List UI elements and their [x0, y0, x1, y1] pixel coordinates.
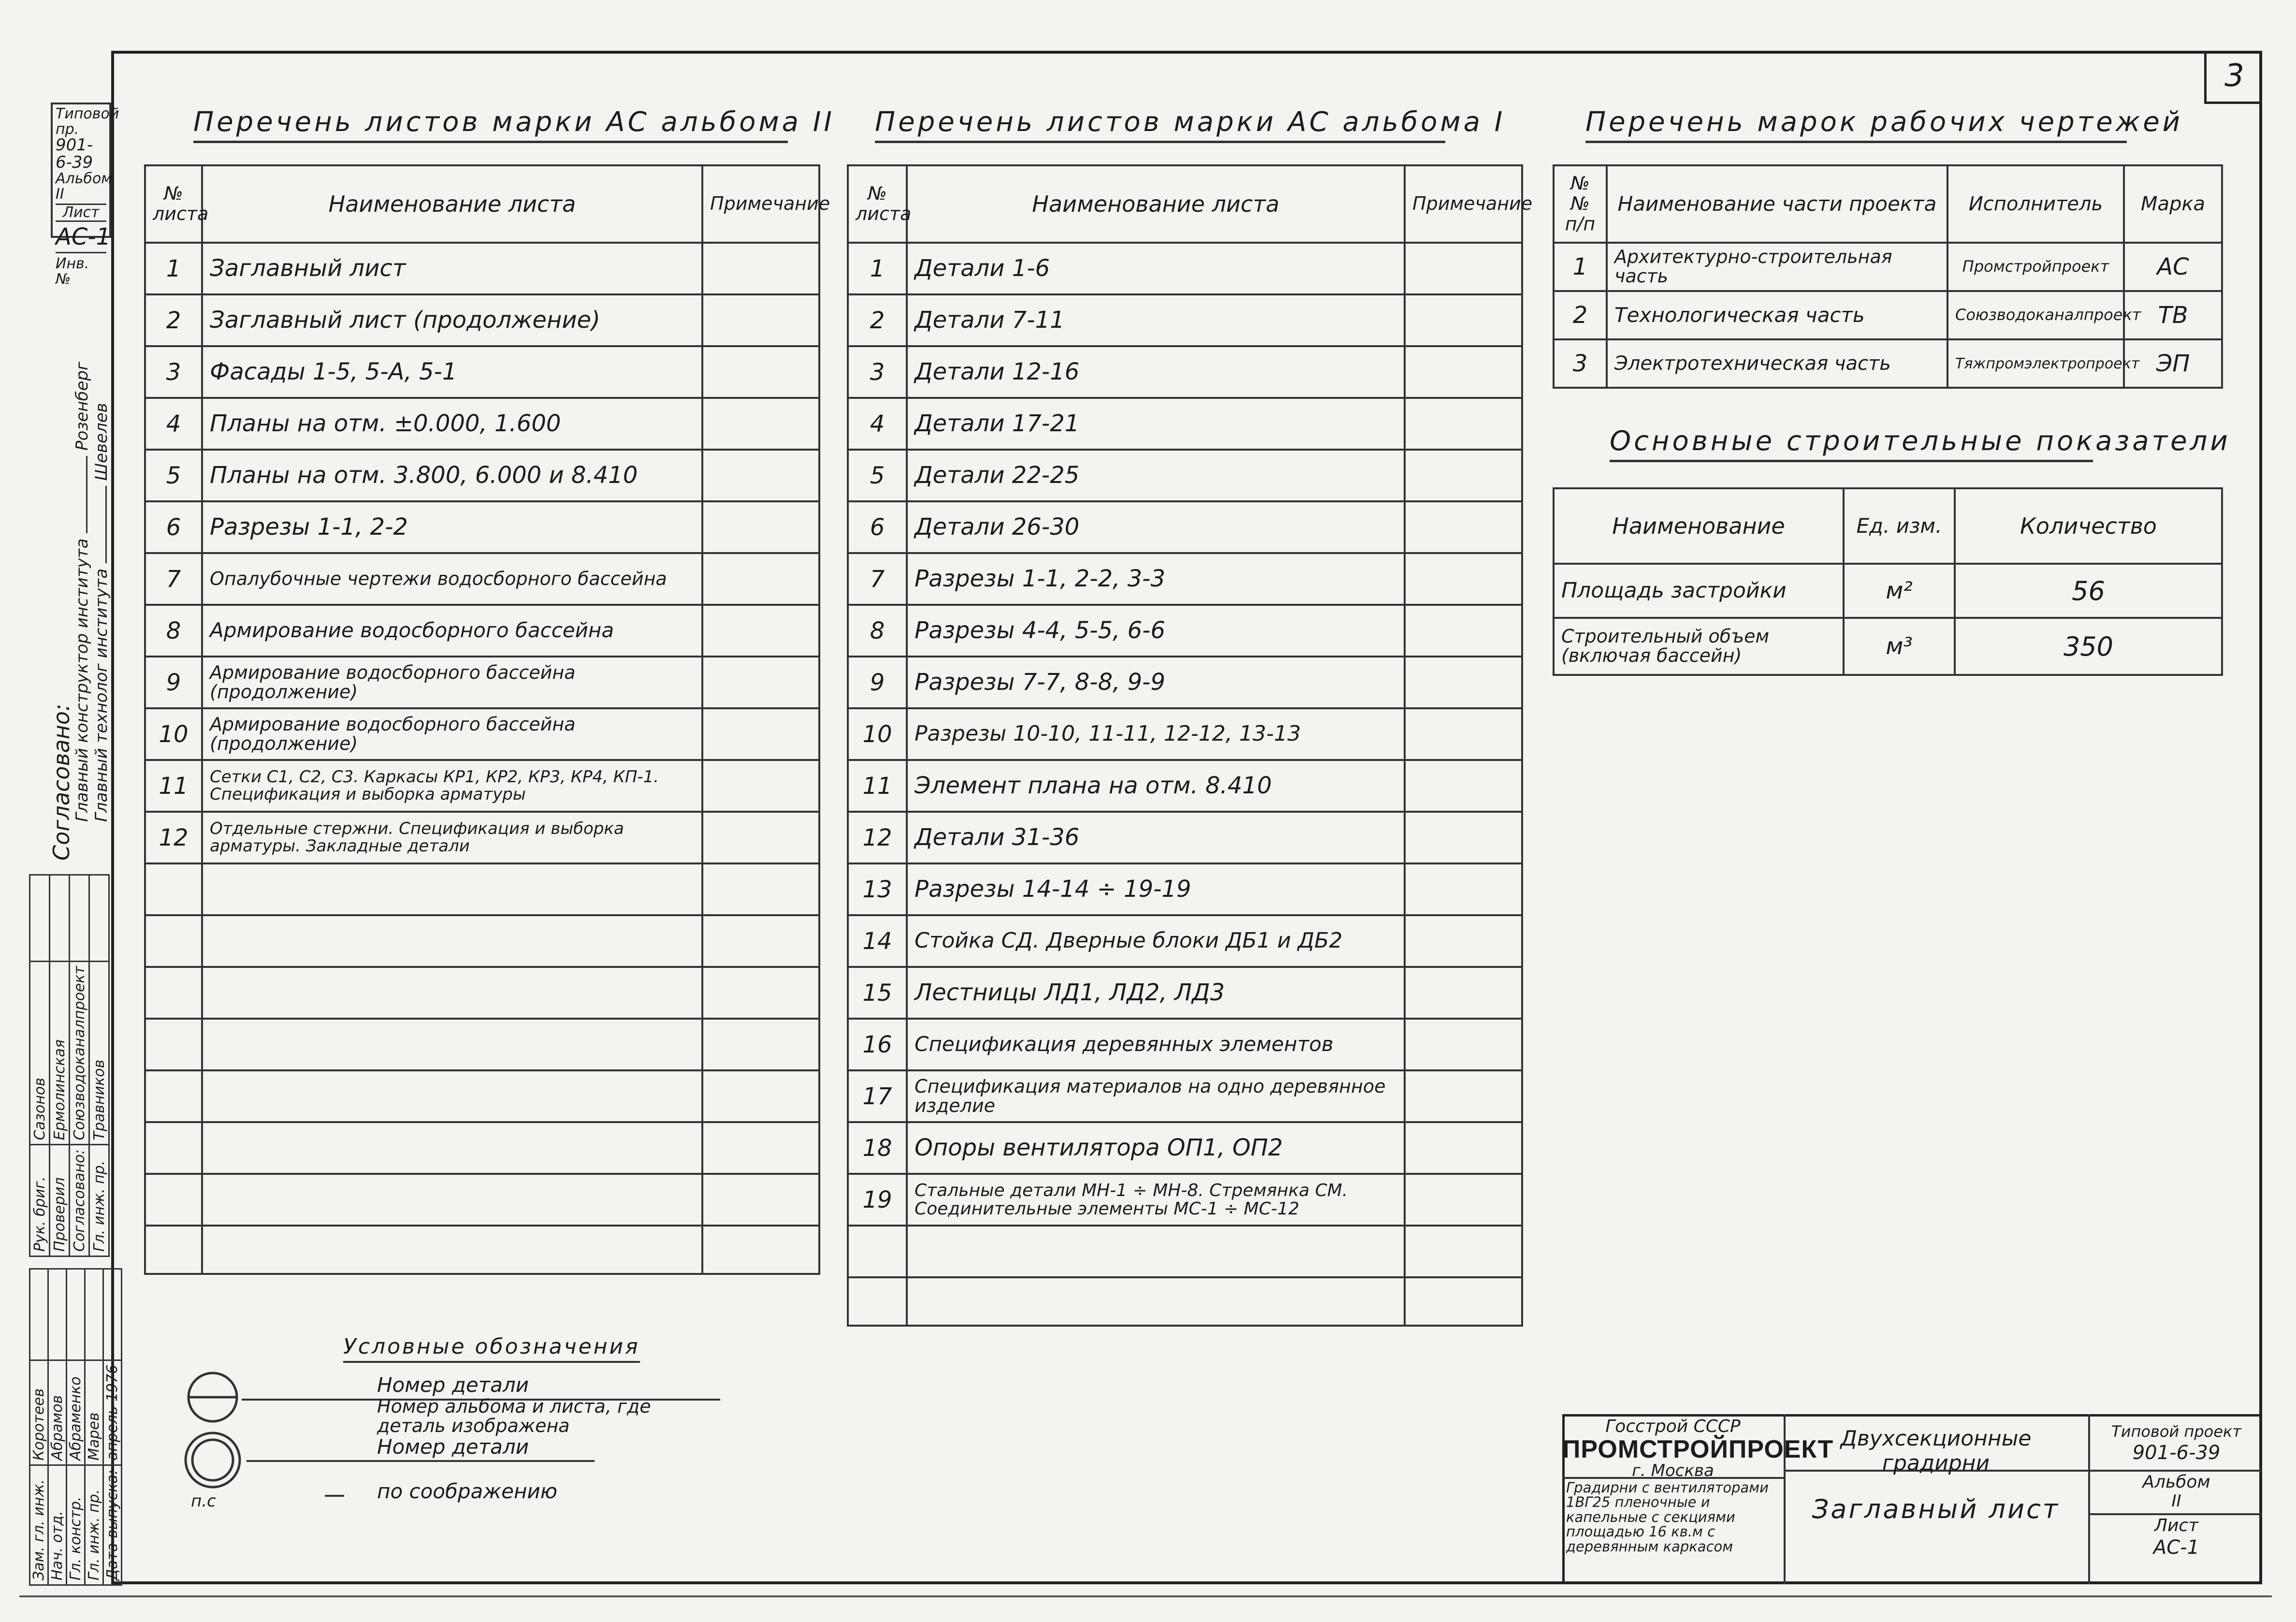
album1-row-name: Элемент плана на отм. 8.410	[907, 760, 1405, 812]
marks-row-mark: ЭП	[2124, 339, 2222, 388]
legend-dash	[325, 1495, 344, 1497]
album1-row-name: Опоры вентилятора ОП1, ОП2	[907, 1122, 1405, 1174]
album1-row-name: Разрезы 10-10, 11-11, 12-12, 13-13	[907, 708, 1405, 760]
marks-header-executor: Исполнитель	[1947, 165, 2124, 243]
album2-row-num: 10	[145, 708, 202, 760]
stamp-org2: ПРОМСТРОЙПРОЕКТ	[1562, 1435, 1834, 1463]
album1-row-num: 4	[848, 398, 907, 450]
album1-row-name: Детали 26-30	[907, 501, 1405, 553]
album1-row-name: Лестницы ЛД1, ЛД2, ЛД3	[907, 967, 1405, 1019]
album1-row-num: 17	[848, 1070, 907, 1122]
detail-circle-icon	[184, 1368, 242, 1426]
sheet-edge	[19, 1595, 2272, 1597]
legend-title: Условные обозначения	[343, 1334, 640, 1363]
album1-row-num: 8	[848, 605, 907, 657]
album2-row-num: 3	[145, 346, 202, 398]
indicators-row-unit: м²	[1844, 564, 1955, 618]
album2-row-name: Армирование водосборного бассейна (продолжение)	[202, 657, 702, 708]
album2-row-name: Заглавный лист	[202, 243, 702, 294]
album1-row-num: 18	[848, 1122, 907, 1174]
side-stamp-line6: Инв. №	[56, 255, 89, 288]
album1-title: Перечень листов марки АС альбома I	[875, 106, 1445, 143]
album2-row-num: 11	[145, 760, 202, 812]
album1-row-name: Детали 7-11	[907, 294, 1405, 346]
album1-row-num: 9	[848, 657, 907, 708]
marks-table	[1553, 164, 2223, 389]
staff-lower	[29, 1268, 122, 1586]
staff-upper	[29, 874, 110, 1257]
marks-row-num: 1	[1554, 243, 1607, 291]
side-stamp-line4: Лист	[56, 204, 106, 220]
album2-row-num: 6	[145, 501, 202, 553]
album1-table	[847, 164, 1533, 1327]
staff-lower-role-0: Зам. гл. инж.	[30, 1465, 48, 1585]
title-block-divider	[2088, 1414, 2090, 1584]
album1-row-num: 1	[848, 243, 907, 294]
marks-header-mark: Марка	[2124, 165, 2222, 243]
approval-block	[48, 280, 74, 861]
album1-row-name: Детали 22-25	[907, 450, 1405, 501]
album1-row-num: 14	[848, 915, 907, 967]
marks-row-num: 2	[1554, 291, 1607, 339]
staff-lower-role-3: Гл. инж. пр.	[85, 1465, 103, 1585]
marks-title: Перечень марок рабочих чертежей	[1585, 106, 2127, 143]
staff-upper-name-0: Сазонов	[30, 961, 50, 1144]
album1-row-name: Разрезы 1-1, 2-2, 3-3	[907, 553, 1405, 605]
marks-header-name: Наименование части проекта	[1607, 165, 1947, 243]
album2-row-num: 1	[145, 243, 202, 294]
approval-person2: Шевелев	[92, 403, 111, 481]
staff-upper-name-3: Травников	[89, 961, 109, 1144]
album1-row-num: 10	[848, 708, 907, 760]
staff-lower-role-2: Гл. констр.	[67, 1465, 85, 1585]
side-stamp-line3: Альбом II	[56, 170, 112, 203]
legend-item2: Номер альбома и листа, где деталь изображена	[377, 1396, 651, 1436]
indicators-header-name: Наименование	[1554, 488, 1844, 564]
stamp-album-num: II	[2171, 1491, 2181, 1511]
stamp-typ-label: Типовой проект	[2111, 1422, 2241, 1441]
album1-row-name: Разрезы 14-14 ÷ 19-19	[907, 863, 1405, 915]
album1-row-name: Детали 31-36	[907, 812, 1405, 863]
album2-row-num: 12	[145, 812, 202, 863]
album1-header-note: Примечание	[1405, 165, 1522, 243]
staff-lower-name-2: Абраменко	[67, 1360, 85, 1465]
album2-row-num: 2	[145, 294, 202, 346]
marks-row-mark: АС	[2124, 243, 2222, 291]
detail-double-circle-icon	[181, 1429, 244, 1491]
album2-row-num: 5	[145, 450, 202, 501]
side-stamp-line5: АС-1	[56, 220, 106, 253]
indicators-row-qty: 350	[1955, 618, 2222, 675]
stamp-sheet-label: Лист	[2154, 1516, 2199, 1535]
legend-symbol-label: п.с	[191, 1491, 216, 1511]
marks-header-num: №№ п/п	[1554, 165, 1607, 243]
legend-item3: Номер детали	[377, 1435, 529, 1459]
stamp-city: г. Москва	[1632, 1461, 1714, 1480]
approval-person1: Розенберг	[73, 362, 92, 451]
indicators-row-name: Строительный объем (включая бассейн)	[1554, 618, 1844, 675]
side-stamp-line2: 901-6-39	[56, 135, 93, 172]
album1-row-name: Разрезы 4-4, 5-5, 6-6	[907, 605, 1405, 657]
approval-header: Согласовано:	[48, 703, 74, 861]
album2-row-name: Сетки С1, С2, С3. Каркасы КР1, КР2, КР3, КР4, КП-1. Спецификация и выборка арматуры	[202, 760, 702, 812]
sheet-number-box	[2204, 51, 2262, 104]
album1-row-num: 15	[848, 967, 907, 1019]
side-stamp-line1: Типовой пр.	[56, 105, 119, 138]
legend-item1: Номер детали	[377, 1373, 529, 1397]
album1-row-num: 5	[848, 450, 907, 501]
stamp-description: Градирни с вентиляторами 1ВГ25 пленочные и капельные с секциями площадью 16 кв.м с деревянным каркасом	[1566, 1479, 1769, 1555]
album2-table	[144, 164, 830, 1275]
album2-header-note: Примечание	[702, 165, 819, 243]
indicators-header-unit: Ед. изм.	[1844, 488, 1955, 564]
album2-row-name: Заглавный лист (продолжение)	[202, 294, 702, 346]
marks-row-mark: ТВ	[2124, 291, 2222, 339]
indicators-row-unit: м³	[1844, 618, 1955, 675]
album1-row-name: Стойка СД. Дверные блоки ДБ1 и ДБ2	[907, 915, 1405, 967]
indicators-header-qty: Количество	[1955, 488, 2222, 564]
stamp-album-label: Альбом	[2142, 1472, 2210, 1492]
album1-row-num: 11	[848, 760, 907, 812]
staff-lower-role-4: Дата выпуска:	[103, 1465, 122, 1585]
legend-arrow-line	[247, 1460, 595, 1462]
album1-row-name: Спецификация материалов на одно деревянное изделие	[907, 1070, 1405, 1122]
album2-row-name: Отдельные стержни. Спецификация и выборка арматуры. Закладные детали	[202, 812, 702, 863]
album1-row-num: 19	[848, 1174, 907, 1226]
album1-row-name: Стальные детали МН-1 ÷ МН-8. Стремянка СМ. Соединительные элементы МС-1 ÷ МС-12	[907, 1174, 1405, 1226]
album2-row-num: 4	[145, 398, 202, 450]
staff-lower-role-1: Нач. отд.	[48, 1465, 67, 1585]
indicators-table	[1553, 487, 2223, 676]
album2-row-num: 9	[145, 657, 202, 708]
approval-line1: Главный конструктор института Розенберг	[73, 362, 92, 822]
marks-row-executor: Промстройпроект	[1947, 243, 2124, 291]
staff-upper-role-0: Рук. бриг.	[30, 1145, 50, 1257]
album2-header-num: № листа	[145, 165, 202, 243]
album2-row-name: Армирование водосборного бассейна	[202, 605, 702, 657]
side-stamp	[51, 102, 119, 288]
staff-lower-name-4: апрель 1976	[103, 1360, 122, 1465]
staff-lower-name-0: Коротеев	[30, 1360, 48, 1465]
stamp-typ-code: 901-6-39	[2132, 1442, 2221, 1464]
album1-header-name: Наименование листа	[907, 165, 1405, 243]
album2-row-name: Армирование водосборного бассейна (продолжение)	[202, 708, 702, 760]
marks-row-name: Электротехническая часть	[1607, 339, 1947, 388]
album1-row-name: Детали 17-21	[907, 398, 1405, 450]
album1-header-num: № листа	[848, 165, 907, 243]
album2-row-name: Разрезы 1-1, 2-2	[202, 501, 702, 553]
marks-row-name: Архитектурно-строительная часть	[1607, 243, 1947, 291]
marks-row-name: Технологическая часть	[1607, 291, 1947, 339]
marks-row-executor: Союзводоканалпроект	[1947, 291, 2124, 339]
album2-row-num: 7	[145, 553, 202, 605]
album2-row-num: 8	[145, 605, 202, 657]
staff-lower-name-1: Абрамов	[48, 1360, 67, 1465]
album2-row-name: Планы на отм. 3.800, 6.000 и 8.410	[202, 450, 702, 501]
indicators-row-qty: 56	[1955, 564, 2222, 618]
album2-row-name: Фасады 1-5, 5-А, 5-1	[202, 346, 702, 398]
staff-upper-role-3: Гл. инж. пр.	[89, 1145, 109, 1257]
album1-row-num: 3	[848, 346, 907, 398]
stamp-org1: Госстрой СССР	[1605, 1417, 1741, 1436]
album1-row-num: 16	[848, 1019, 907, 1070]
sheet-number: 3	[2224, 58, 2244, 94]
marks-row-num: 3	[1554, 339, 1607, 388]
album2-header-name: Наименование листа	[202, 165, 702, 243]
approval-line2: Главный технолог института Шевелев	[92, 403, 111, 822]
staff-upper-role-1: Проверил	[50, 1145, 70, 1257]
album1-row-num: 13	[848, 863, 907, 915]
album1-row-num: 2	[848, 294, 907, 346]
stamp-project-title: Двухсекционные градирни	[1840, 1426, 2032, 1476]
album1-row-name: Детали 12-16	[907, 346, 1405, 398]
album1-row-name: Спецификация деревянных элементов	[907, 1019, 1405, 1070]
album1-row-name: Разрезы 7-7, 8-8, 9-9	[907, 657, 1405, 708]
album1-row-name: Детали 1-6	[907, 243, 1405, 294]
album1-row-num: 6	[848, 501, 907, 553]
marks-row-executor: Тяжпромэлектропроект	[1947, 339, 2124, 388]
staff-upper-name-1: Ермолинская	[50, 961, 70, 1144]
staff-lower-name-3: Марев	[85, 1360, 103, 1465]
staff-upper-role-2: Согласовано:	[70, 1145, 89, 1257]
album1-row-num: 7	[848, 553, 907, 605]
legend-item4: по соображению	[377, 1479, 558, 1503]
album2-row-name: Опалубочные чертежи водосборного бассейна	[202, 553, 702, 605]
album1-row-num: 12	[848, 812, 907, 863]
indicators-title: Основные строительные показатели	[1610, 425, 2093, 462]
title-block-divider	[2088, 1513, 2262, 1515]
stamp-sheet-name: Заглавный лист	[1812, 1494, 2060, 1524]
album2-title: Перечень листов марки АС альбома II	[193, 106, 788, 143]
stamp-sheet-code: АС-1	[2153, 1536, 2200, 1559]
indicators-row-name: Площадь застройки	[1554, 564, 1844, 618]
staff-upper-name-2: Союзводоканалпроект	[70, 961, 89, 1144]
album2-row-name: Планы на отм. ±0.000, 1.600	[202, 398, 702, 450]
